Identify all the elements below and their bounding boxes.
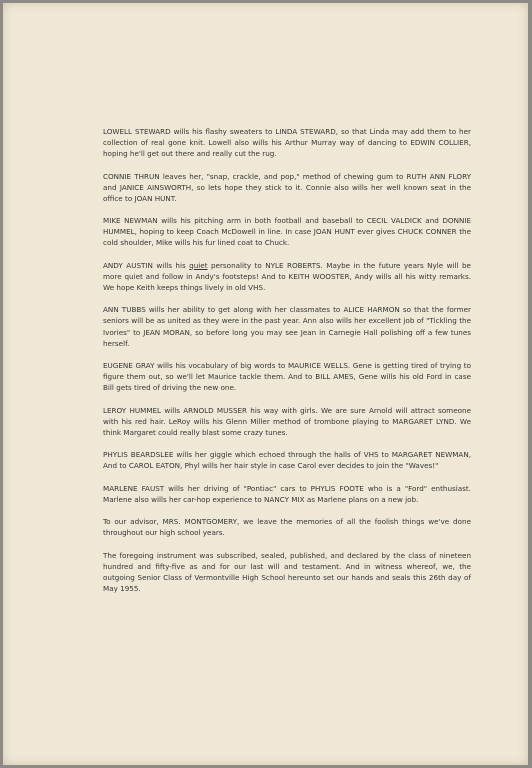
andy-rest: personality to NYLE ROBERTS. Maybe in the future years Nyle will be more quiet and follow in Andy's footsteps! And to KEITH WOOSTER, Andy wills all his witty remarks. We hope Keith keeps things lively in old VHS. — [103, 260, 471, 292]
scanned-page — [3, 3, 528, 765]
paragraph-eugene-gray: EUGENE GRAY wills his vocabulary of big words to MAURICE WELLS. Gene is getting tired of trying to figure them out, so we'll let Maurice tackle them. And to BILL AMES, Gene wills his old Ford in case Bill gets tired of driving the new one. — [103, 360, 471, 393]
paragraph-mike-newman: MIKE NEWMAN wills his pitching arm in both football and baseball to CECIL VALDICK and DONNIE HUMMEL, hoping to keep Coach McDowell in line. In case JOAN HUNT ever gives CHUCK CONNER the cold shoulder, Mike wills his fur lined coat to Chuck. — [103, 216, 471, 248]
paragraph-testament-closing: The foregoing instrument was subscribed, sealed, published, and declared by the class of nineteen hundred and fifty-five as and for our last will and testament. And in witness whereof, we, the outgoing Senior Class of Vermontville High School hereunto set our hands and seals this 26th day of May 1955. — [103, 550, 471, 593]
paragraph-ann-tubbs: ANN TUBBS wills her ability to get along with her classmates to ALICE HARMON so that the former seniors will be as united as they were in the past year. Ann also wills her excellent job of "Tickling the Ivories" to JEAN MORAN, so before long you may see Jean in Carnegie Hall polishing off a few tunes herself. — [103, 305, 471, 348]
paragraph-advisor: To our advisor, MRS. MONTGOMERY, we leave the memories of all the foolish things we've done throughout our high school years. — [103, 517, 471, 538]
paragraph-lowell-steward: LOWELL STEWARD wills his flashy sweaters to LINDA STEWARD, so that Linda may add them to her collection of real gone knit. Lowell also wills his Arthur Murray way of dancing to EDWIN COLLIER, hoping he'll get out there and really cut the rug. — [103, 127, 471, 159]
underlined-word-quiet: quiet — [189, 260, 208, 270]
paragraph-andy-austin — [103, 260, 471, 293]
paragraph-phylis-beardslee: PHYLIS BEARDSLEE wills her giggle which echoed through the halls of VHS to MARGARET NEWMAN, And to CAROL EATON, Phyl wills her hair style in case Carol ever decides to join the "Waves!" — [103, 450, 471, 471]
will-text — [103, 126, 471, 605]
paragraph-marlene-faust: MARLENE FAUST wills her driving of "Pontiac" cars to PHYLIS FOOTE who is a "Ford" enthusiast. Marlene also wills her car-hop experience to NANCY MIX as Marlene plans on a new job. — [103, 483, 471, 504]
paragraph-leroy-hummel: LEROY HUMMEL wills ARNOLD MUSSER his way with girls. We are sure Arnold will attract someone with his red hair. LeRoy wills his Glenn Miller method of trombone playing to MARGARET LYND. We think Margaret could really blast some crazy tunes. — [103, 405, 471, 437]
andy-prefix: ANDY AUSTIN wills his — [103, 260, 186, 270]
paragraph-connie-thrun: CONNIE THRUN leaves her, "snap, crackle, and pop," method of chewing gum to RUTH ANN FLORY and JANICE AINSWORTH, so lets hope they stick to it. Connie also wills her well known seat in the office to JOAN HUNT. — [103, 171, 471, 203]
